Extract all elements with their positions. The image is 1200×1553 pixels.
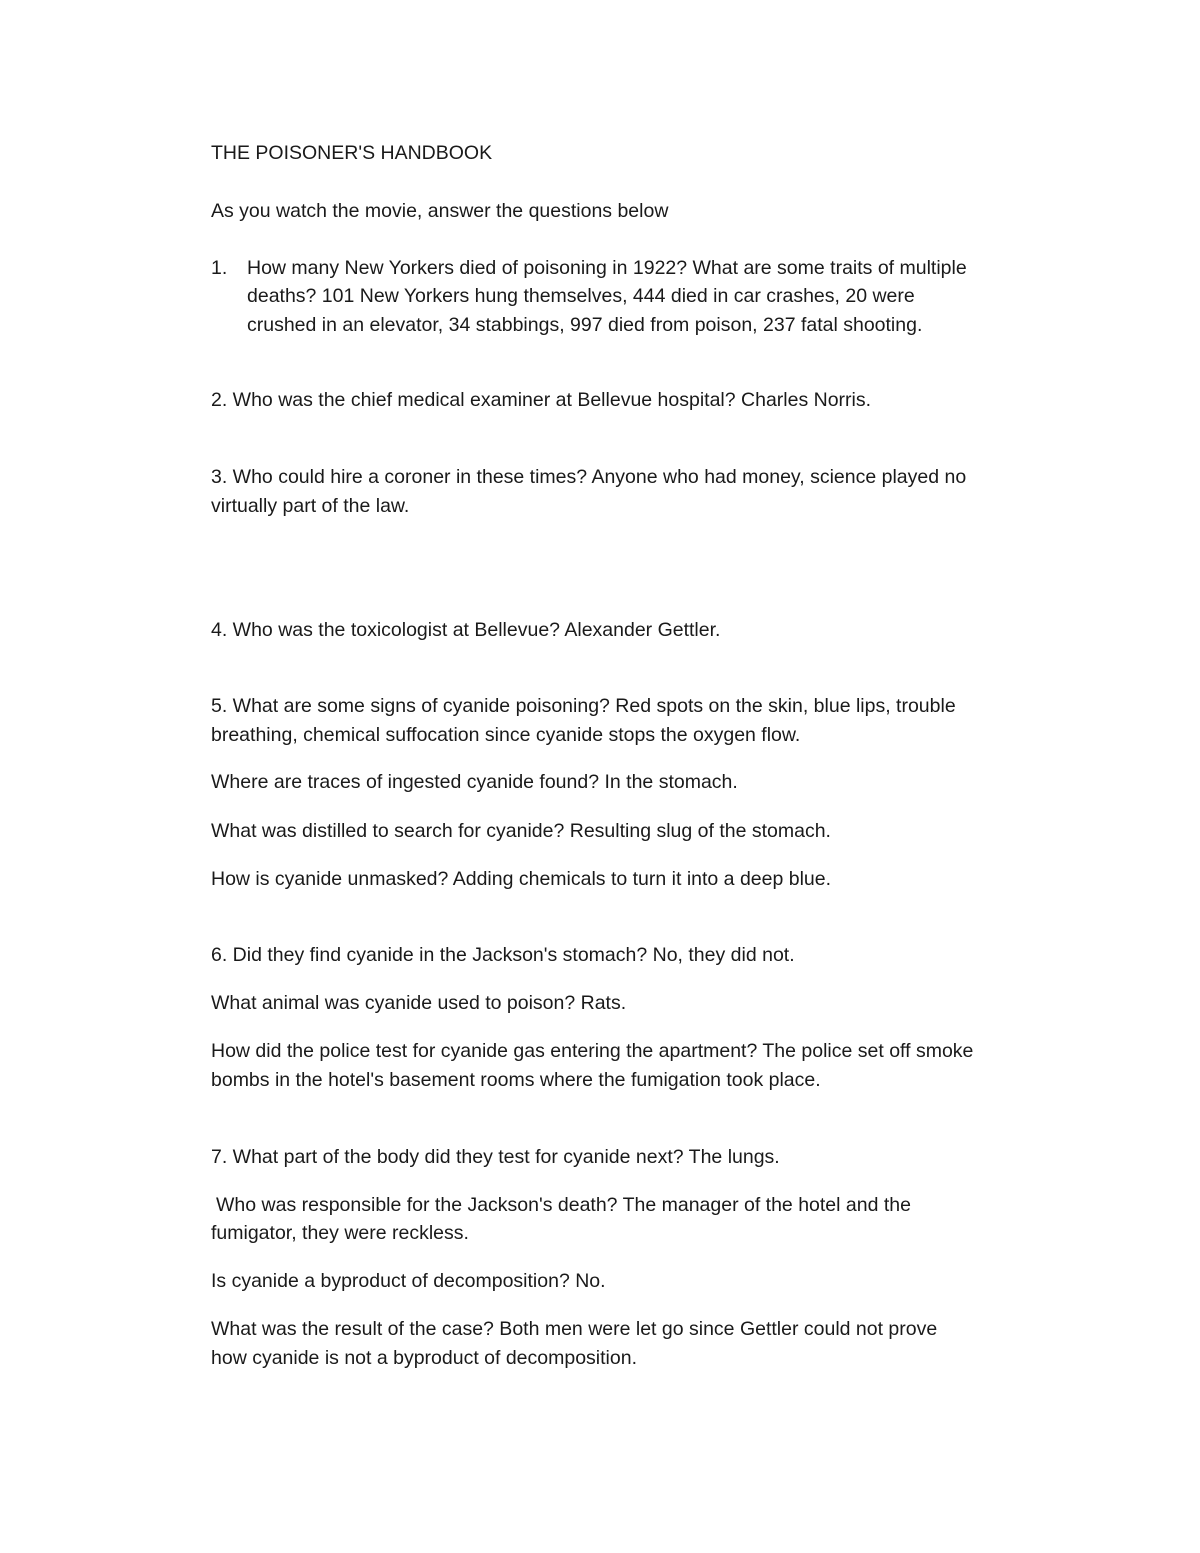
q7: 7. What part of the body did they test for cyanide next? The lungs. (211, 1146, 780, 1168)
q1-number: 1. (211, 257, 228, 279)
q7-sub-3-line-2: how cyanide is not a byproduct of decomposition. (211, 1347, 638, 1369)
q7-sub-1-line-1: Who was responsible for the Jackson's death? The manager of the hotel and the (216, 1194, 911, 1216)
q6-sub-2-line-2: bombs in the hotel's basement rooms where the fumigation took place. (211, 1069, 821, 1091)
q7-sub-2: Is cyanide a byproduct of decomposition? No. (211, 1270, 606, 1292)
q5-line-2: breathing, chemical suffocation since cyanide stops the oxygen flow. (211, 724, 801, 746)
q1-line-2: deaths? 101 New Yorkers hung themselves, 444 died in car crashes, 20 were (247, 285, 915, 307)
q1-line-1: How many New Yorkers died of poisoning in 1922? What are some traits of multiple (247, 257, 967, 279)
q6-sub-1: What animal was cyanide used to poison? Rats. (211, 992, 627, 1014)
q3-line-1: 3. Who could hire a coroner in these times? Anyone who had money, science played no (211, 466, 967, 488)
q5-sub-3: How is cyanide unmasked? Adding chemicals to turn it into a deep blue. (211, 868, 832, 890)
q1-line-3: crushed in an elevator, 34 stabbings, 997 died from poison, 237 fatal shooting. (247, 314, 923, 336)
q2: 2. Who was the chief medical examiner at Bellevue hospital? Charles Norris. (211, 389, 872, 411)
q6: 6. Did they find cyanide in the Jackson's stomach? No, they did not. (211, 944, 795, 966)
instructions: As you watch the movie, answer the questions below (211, 200, 669, 222)
q7-sub-3-line-1: What was the result of the case? Both men were let go since Gettler could not prove (211, 1318, 938, 1340)
q3-line-2: virtually part of the law. (211, 495, 410, 517)
q5-line-1: 5. What are some signs of cyanide poisoning? Red spots on the skin, blue lips, trouble (211, 695, 956, 717)
q6-sub-2-line-1: How did the police test for cyanide gas entering the apartment? The police set off smoke (211, 1040, 974, 1062)
q7-sub-1-line-2: fumigator, they were reckless. (211, 1222, 469, 1244)
q5-sub-2: What was distilled to search for cyanide? Resulting slug of the stomach. (211, 820, 831, 842)
q5-sub-1: Where are traces of ingested cyanide found? In the stomach. (211, 771, 738, 793)
q4: 4. Who was the toxicologist at Bellevue? Alexander Gettler. (211, 619, 721, 641)
document-title: THE POISONER'S HANDBOOK (211, 142, 493, 164)
